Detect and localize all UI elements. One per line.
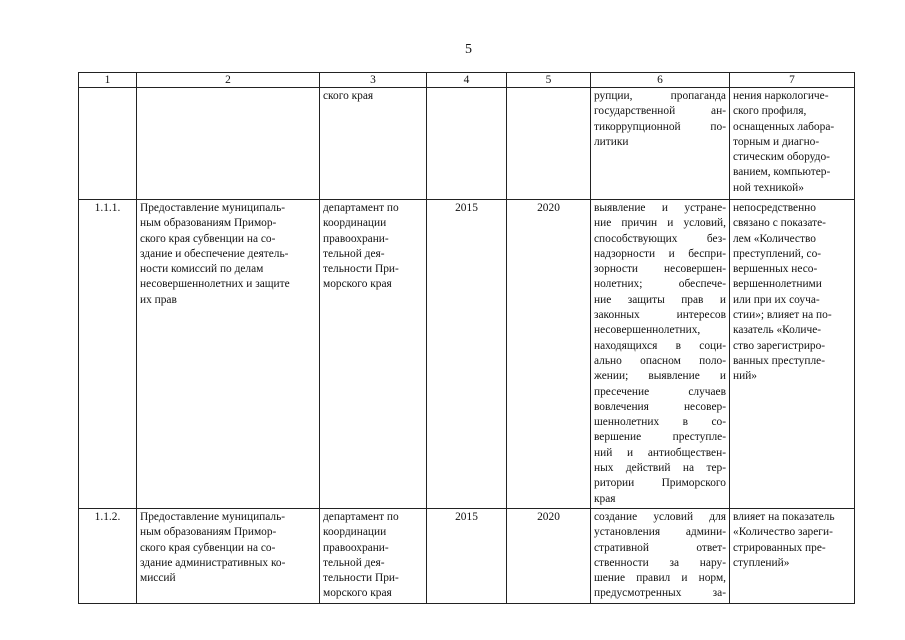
cell-line: вершеннолетними [733,278,822,291]
indicator-cell [730,88,855,200]
cell-line: стрированных пре- [733,541,826,554]
column-header: 6 [591,73,730,88]
column-header: 1 [79,73,137,88]
cell-line: ство зарегистриро- [733,339,826,352]
cell-line: тикоррупционной по- [594,120,726,133]
table-header-row [79,73,855,88]
cell-line: вершенных несо- [733,263,818,276]
start-year-cell: 2015 [427,200,507,509]
end-year-cell: 2020 [507,508,591,603]
executor-cell [320,88,427,200]
cell-line: края [594,492,616,505]
cell-line: литики [594,135,629,148]
column-header: 3 [320,73,427,88]
cell-line: миссий [140,572,176,585]
cell-line: несовершеннолетних, [594,324,701,337]
cell-line: ского профиля, [733,105,807,118]
indicator-cell [730,508,855,603]
cell-line: законных интересов [594,309,726,322]
cell-line: ступлений» [733,556,790,569]
cell-line: морского края [323,587,392,600]
cell-line: здание и обеспечение деятель- [140,247,289,260]
cell-line: ний» [733,370,757,383]
cell-line: государственной ан- [594,105,726,118]
cell-line: морского края [323,278,392,291]
cell-line: департамент по [323,202,399,214]
cell-line: ние причин и условий, [594,217,726,230]
cell-line: шеннолетних в со- [594,416,726,429]
table-row [79,88,855,200]
column-header: 7 [730,73,855,88]
cell-line: ным образованиям Примор- [140,526,277,539]
cell-line: ского края субвенции на со- [140,232,276,245]
cell-line: тельной дея- [323,247,385,260]
cell-line: зорности несовершен- [594,263,726,276]
cell-line: или при их соуча- [733,293,820,306]
cell-line: пресечение случаев [594,385,726,398]
cell-line: Предоставление муниципаль- [140,510,286,523]
cell-line: выявление и устране- [594,202,726,214]
cell-line: ально опасном поло- [594,354,726,367]
cell-line: вершение преступле- [594,431,726,444]
row-number-cell: 1.1.2. [79,508,137,603]
cell-line: вовлечения несовер- [594,400,726,413]
row-number-cell: 1.1.1. [79,200,137,509]
cell-line: несовершеннолетних и защите [140,278,290,291]
result-cell [591,508,730,603]
cell-line: ритории Приморского [594,477,726,490]
cell-line: ных действий на тер- [594,462,726,475]
cell-line: преступлений, со- [733,247,822,260]
cell-line: ние защиты прав и [594,293,726,306]
indicator-cell [730,200,855,509]
cell-line: Предоставление муниципаль- [140,202,286,214]
column-header: 4 [427,73,507,88]
end-year-cell: 2020 [507,200,591,509]
cell-line: стии»; влияет на по- [733,309,832,322]
cell-line: казатель «Количе- [733,324,822,337]
cell-line: создание условий для [594,510,726,523]
cell-line: непосредственно [733,202,816,214]
row-number-cell [79,88,137,200]
executor-cell [320,200,427,509]
cell-line: надзорности и беспри- [594,247,726,260]
column-header: 2 [137,73,320,88]
cell-line: координации [323,217,387,230]
cell-line: нения наркологиче- [733,90,829,102]
cell-line: здание административных ко- [140,556,286,569]
measure-cell [137,200,320,509]
page-number: 5 [465,42,472,57]
result-cell [591,88,730,200]
cell-line: тельности При- [323,263,399,276]
cell-line: ний и антиобществен- [594,446,726,459]
cell-line: рупции, пропаганда [594,90,726,102]
cell-line: правоохрани- [323,232,389,245]
cell-line: департамент по [323,510,399,523]
cell-line: нолетних; обеспече- [594,278,726,291]
cell-line: ванных преступле- [733,354,826,367]
cell-line: находящихся в соци- [594,339,726,352]
cell-line: жении; выявление и [594,370,726,383]
cell-line: ского края [323,90,374,102]
cell-line: лем «Количество [733,232,816,245]
cell-line: ского края субвенции на со- [140,541,276,554]
cell-line: ности комиссий по делам [140,263,264,276]
cell-line: связано с показате- [733,217,826,230]
cell-line: ной техникой» [733,181,804,194]
executor-cell [320,508,427,603]
cell-line: ственности за нару- [594,556,726,569]
table-row [79,200,855,509]
cell-line: установления админи- [594,526,726,539]
cell-line: правоохрани- [323,541,389,554]
table-row [79,508,855,603]
end-year-cell [507,88,591,200]
cell-line: шение правил и норм, [594,572,726,585]
column-header: 5 [507,73,591,88]
cell-line: ванием, компьютер- [733,166,831,179]
cell-line: способствующих без- [594,232,726,245]
cell-line: влияет на показатель [733,510,835,523]
result-cell [591,200,730,509]
cell-line: координации [323,526,387,539]
cell-line: ным образованиям Примор- [140,217,277,230]
cell-line: «Количество зареги- [733,526,833,539]
measure-cell [137,508,320,603]
start-year-cell [427,88,507,200]
cell-line: тельной дея- [323,556,385,569]
cell-line: предусмотренных за- [594,587,726,600]
cell-line: тельности При- [323,572,399,585]
start-year-cell: 2015 [427,508,507,603]
program-table [78,72,855,604]
cell-line: стическим оборудо- [733,151,830,164]
measure-cell [137,88,320,200]
cell-line: торным и диагно- [733,135,820,148]
cell-line: оснащенных лабора- [733,120,835,133]
cell-line: их прав [140,293,177,306]
cell-line: стративной ответ- [594,541,726,554]
